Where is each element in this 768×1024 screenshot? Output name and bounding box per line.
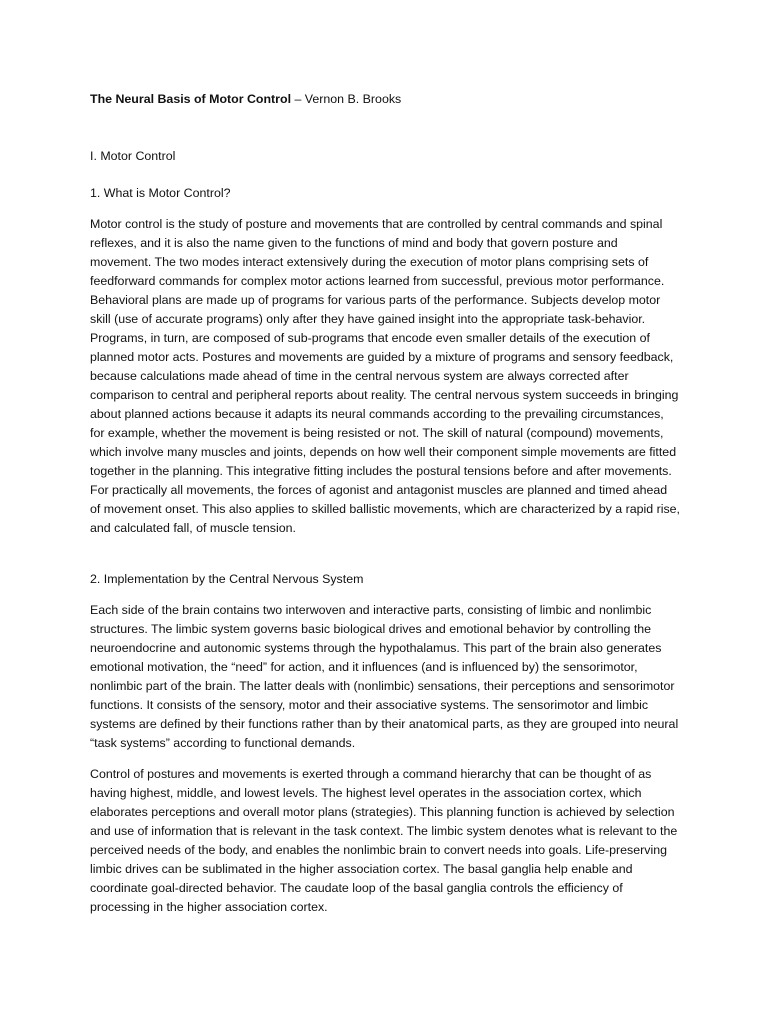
subsection-heading-implementation: 2. Implementation by the Central Nervous System (90, 572, 364, 586)
document-page (90, 90, 680, 929)
paragraph-motor-control-definition: Motor control is the study of posture and movements that are controlled by central commands and spinal reflexes, and it is also the name given to the functions of mind and body that govern posture and movement. The two modes interact extensively during the execution of motor plans comprising sets of feedforward commands for complex motor actions learned from successful, previous motor performance. Behavioral plans are made up of programs for various parts of the performance. Subjects develop motor skill (use of accurate programs) only after they have gained insight into the appropriate task-behavior. Programs, in turn, are composed of sub-programs that encode even smaller details of the execution of planned motor acts. Postures and movements are guided by a mixture of programs and sensory feedback, because calculations made ahead of time in the central nervous system are always corrected after comparison to central and peripheral reports about reality. The central nervous system succeeds in bringing about planned actions because it adapts its neural commands according to the prevailing circumstances, for example, whether the movement is being resisted or not. The skill of natural (compound) movements, which involve many muscles and joints, depends on how well their component simple movements are fitted together in the planning. This integrative fitting includes the postural tensions before and after movements. For practically all movements, the forces of agonist and antagonist muscles are planned and timed ahead of movement onset. This also applies to skilled ballistic movements, which are characterized by a rapid rise, and calculated fall, of muscle tension. (90, 217, 680, 535)
section-heading-motor-control: I. Motor Control (90, 149, 176, 163)
document-title (90, 90, 680, 109)
document-author: Vernon B. Brooks (304, 92, 402, 106)
section-spacer (90, 550, 680, 570)
paragraph-command-hierarchy: Control of postures and movements is exerted through a command hierarchy that can be thought of as having highest, middle, and lowest levels. The highest level operates in the association cortex, which elaborates perceptions and overall motor plans (strategies). This planning function is achieved by selection and use of information that is relevant in the task context. The limbic system denotes what is relevant to the perceived needs of the body, and enables the nonlimbic brain to convert needs into goals. Life-preserving limbic drives can be sublimated in the higher association cortex. The basal ganglia help enable and coordinate goal-directed behavior. The caudate loop of the basal ganglia controls the efficiency of processing in the higher association cortex. (90, 767, 678, 914)
subsection-heading-what-is-motor-control: 1. What is Motor Control? (90, 186, 231, 200)
paragraph-brain-structure: Each side of the brain contains two interwoven and interactive parts, consisting of limbic and nonlimbic structures. The limbic system governs basic biological drives and emotional behavior by controlling the neuroendocrine and autonomic systems through the hypothalamus. This part of the brain also generates emotional motivation, the “need” for action, and it influences (and is influenced by) the sensorimotor, nonlimbic part of the brain. The latter deals with (nonlimbic) sensations, their perceptions and sensorimotor functions. It consists of the sensory, motor and their associative systems. The sensorimotor and limbic systems are defined by their functions rather than by their anatomical parts, as they are grouped into neural “task systems” according to functional demands. (90, 603, 679, 750)
document-title-main: The Neural Basis of Motor Control (90, 92, 292, 106)
document-title-separator: – (291, 92, 305, 106)
